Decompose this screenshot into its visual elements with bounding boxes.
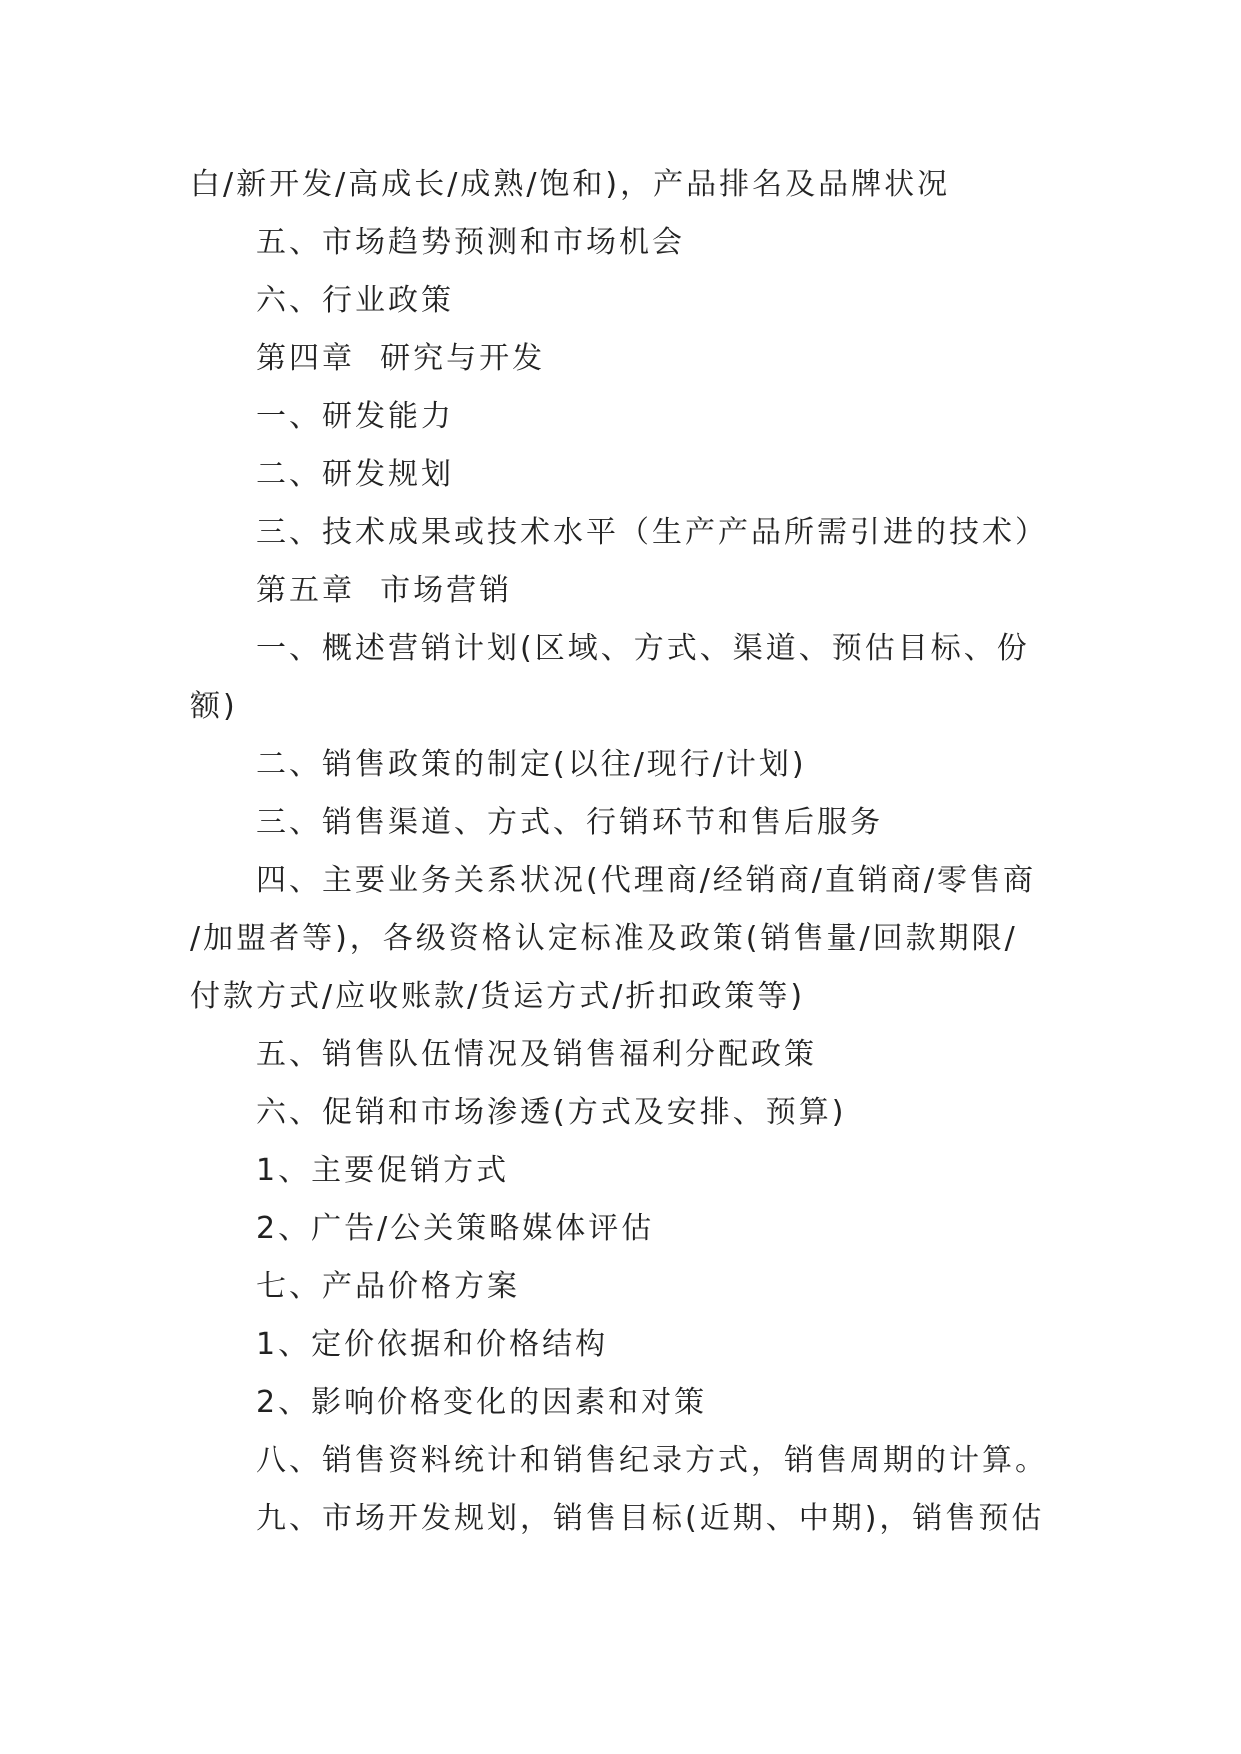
text-line: 1、定价依据和价格结构 <box>256 1327 609 1362</box>
document-body <box>190 156 1062 1548</box>
text-line: 三、技术成果或技术水平（生产产品所需引进的技术） <box>256 515 1048 550</box>
text-line: 五、市场趋势预测和市场机会 <box>256 225 685 260</box>
text-line: /加盟者等)，各级资格认定标准及政策(销售量/回款期限/ <box>190 921 1018 956</box>
text-line: 2、影响价格变化的因素和对策 <box>256 1385 708 1420</box>
text-line: 九、市场开发规划，销售目标(近期、中期)，销售预估 <box>256 1501 1045 1536</box>
text-line: 一、概述营销计划(区域、方式、渠道、预估目标、份 <box>256 631 1030 666</box>
text-line: 白/新开发/高成长/成熟/饱和)，产品排名及品牌状况 <box>190 167 951 202</box>
text-line: 七、产品价格方案 <box>256 1269 520 1304</box>
text-line: 2、广告/公关策略媒体评估 <box>256 1211 655 1246</box>
text-line: 八、销售资料统计和销售纪录方式，销售周期的计算。 <box>256 1443 1048 1478</box>
text-line: 额) <box>190 689 238 724</box>
text-line: 三、销售渠道、方式、行销环节和售后服务 <box>256 805 883 840</box>
text-line: 四、主要业务关系状况(代理商/经销商/直销商/零售商 <box>256 863 1037 898</box>
chapter-heading: 第五章 市场营销 <box>256 573 513 608</box>
text-line: 1、主要促销方式 <box>256 1153 510 1188</box>
text-line: 五、销售队伍情况及销售福利分配政策 <box>256 1037 817 1072</box>
text-line: 付款方式/应收账款/货运方式/折扣政策等) <box>190 979 806 1014</box>
text-line: 一、研发能力 <box>256 399 454 434</box>
text-line: 六、促销和市场渗透(方式及安排、预算) <box>256 1095 847 1130</box>
text-line: 二、销售政策的制定(以往/现行/计划) <box>256 747 807 782</box>
text-line: 二、研发规划 <box>256 457 454 492</box>
chapter-heading: 第四章 研究与开发 <box>256 341 546 376</box>
text-line: 六、行业政策 <box>256 283 454 318</box>
